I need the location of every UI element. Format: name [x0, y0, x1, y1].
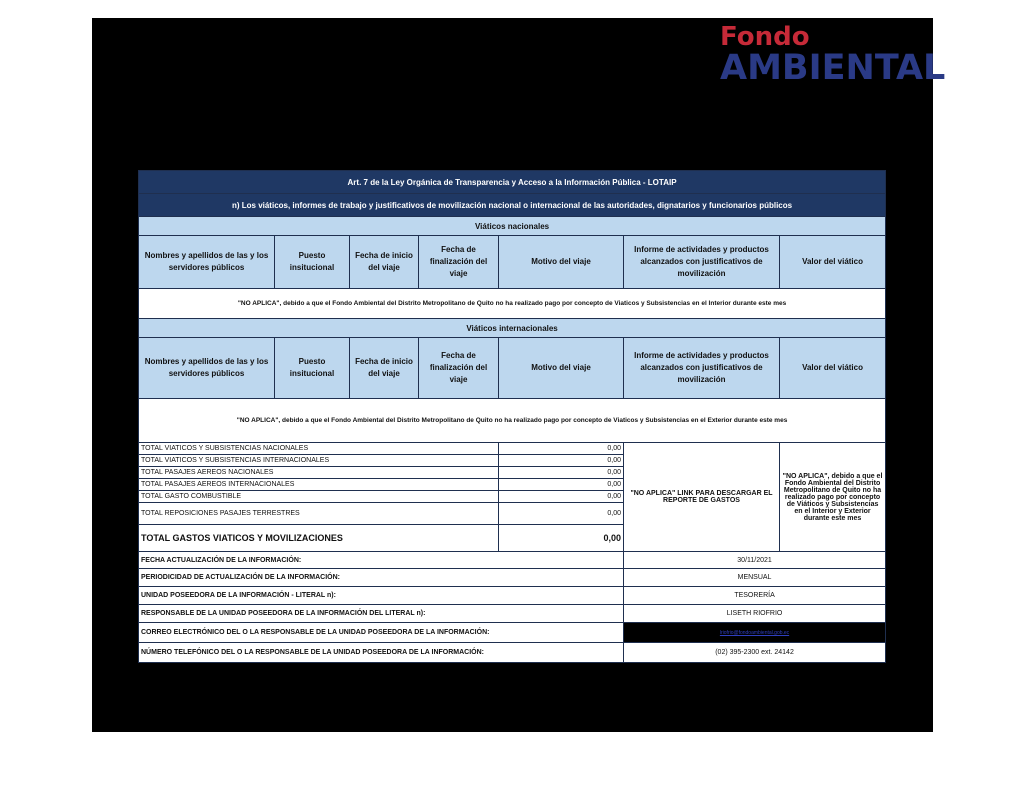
col-valor: Valor del viático	[780, 236, 886, 289]
logo-line-2: AMBIENTAL	[720, 48, 946, 88]
responsable-value: LISETH RIOFRIO	[624, 605, 886, 623]
total-value: 0,00	[499, 503, 624, 525]
note-internacionales: "NO APLICA", debido a que el Fondo Ambiental del Distrito Metropolitano de Quito no ha realizado pago por concepto de Viaticos y Subsistencias en el Exterior durante este mes	[139, 399, 886, 443]
unidad-value: TESORERÍA	[624, 587, 886, 605]
total-label: TOTAL PASAJES AEREOS INTERNACIONALES	[139, 479, 499, 491]
total-value: 0,00	[499, 443, 624, 455]
lotaip-table	[138, 170, 886, 663]
col-informe: Informe de actividades y productos alcanzados con justificativos de movilización	[624, 338, 780, 399]
col-informe: Informe de actividades y productos alcanzados con justificativos de movilización	[624, 236, 780, 289]
col-fecha-fin: Fecha de finalización del viaje	[419, 236, 499, 289]
fondo-ambiental-logo	[720, 24, 945, 86]
col-nombres: Nombres y apellidos de las y los servidores públicos	[139, 338, 275, 399]
total-value: 0,00	[499, 455, 624, 467]
total-value: 0,00	[499, 479, 624, 491]
fecha-value: 30/11/2021	[624, 552, 886, 569]
total-label: TOTAL GASTO COMBUSTIBLE	[139, 491, 499, 503]
header-subtitle: n) Los viáticos, informes de trabajo y justificativos de movilización nacional o internacional de las autoridades, dignatarios y funcionarios públicos	[139, 194, 886, 217]
logo-line-1: Fondo	[720, 22, 810, 52]
total-value: 0,00	[499, 491, 624, 503]
grand-total-label: TOTAL GASTOS VIATICOS Y MOVILIZACIONES	[139, 525, 499, 552]
note-nacionales: "NO APLICA", debido a que el Fondo Ambiental del Distrito Metropolitano de Quito no ha realizado pago por concepto de Viaticos y Subsistencias en el Interior durante este mes	[139, 289, 886, 319]
total-label: TOTAL REPOSICIONES PASAJES TERRESTRES	[139, 503, 499, 525]
header-title: Art. 7 de la Ley Orgánica de Transparencia y Acceso a la Información Pública - LOTAIP	[139, 171, 886, 194]
correo-label: CORREO ELECTRÓNICO DEL O LA RESPONSABLE DE LA UNIDAD POSEEDORA DE LA INFORMACIÓN:	[139, 623, 624, 643]
total-label: TOTAL VIATICOS Y SUBSISTENCIAS NACIONALES	[139, 443, 499, 455]
col-fecha-inicio: Fecha de inicio del viaje	[350, 236, 419, 289]
total-label: TOTAL VIATICOS Y SUBSISTENCIAS INTERNACIONALES	[139, 455, 499, 467]
col-nombres: Nombres y apellidos de las y los servidores públicos	[139, 236, 275, 289]
col-motivo: Motivo del viaje	[499, 338, 624, 399]
side-note: "NO APLICA", debido a que el Fondo Ambiental del Distrito Metropolitano de Quito no ha realizado pago por concepto de Viáticos y Subsistencias en el Interior y Exterior durante este mes	[780, 443, 886, 552]
col-motivo: Motivo del viaje	[499, 236, 624, 289]
responsable-label: RESPONSABLE DE LA UNIDAD POSEEDORA DE LA INFORMACIÓN DEL LITERAL n):	[139, 605, 624, 623]
grand-total-value: 0,00	[499, 525, 624, 552]
telefono-value: (02) 395-2300 ext. 24142	[624, 643, 886, 663]
col-fecha-fin: Fecha de finalización del viaje	[419, 338, 499, 399]
section-viaticos-internacionales: Viáticos internacionales	[139, 319, 886, 338]
unidad-label: UNIDAD POSEEDORA DE LA INFORMACIÓN - LITERAL n):	[139, 587, 624, 605]
col-valor: Valor del viático	[780, 338, 886, 399]
fecha-label: FECHA ACTUALIZACIÓN DE LA INFORMACIÓN:	[139, 552, 624, 569]
periodicidad-label: PERIODICIDAD DE ACTUALIZACIÓN DE LA INFORMACIÓN:	[139, 569, 624, 587]
section-viaticos-nacionales: Viáticos nacionales	[139, 217, 886, 236]
total-value: 0,00	[499, 467, 624, 479]
correo-value-cell[interactable]	[624, 623, 886, 643]
periodicidad-value: MENSUAL	[624, 569, 886, 587]
telefono-label: NÚMERO TELEFÓNICO DEL O LA RESPONSABLE DE LA UNIDAD POSEEDORA DE LA INFORMACIÓN:	[139, 643, 624, 663]
col-puesto: Puesto insitucional	[275, 338, 350, 399]
correo-link[interactable]: lriofrio@fondoambiental.gob.ec	[719, 630, 790, 636]
link-note[interactable]: "NO APLICA" LINK PARA DESCARGAR EL REPORTE DE GASTOS	[624, 443, 780, 552]
total-label: TOTAL PASAJES AEREOS NACIONALES	[139, 467, 499, 479]
col-puesto: Puesto insitucional	[275, 236, 350, 289]
col-fecha-inicio: Fecha de inicio del viaje	[350, 338, 419, 399]
